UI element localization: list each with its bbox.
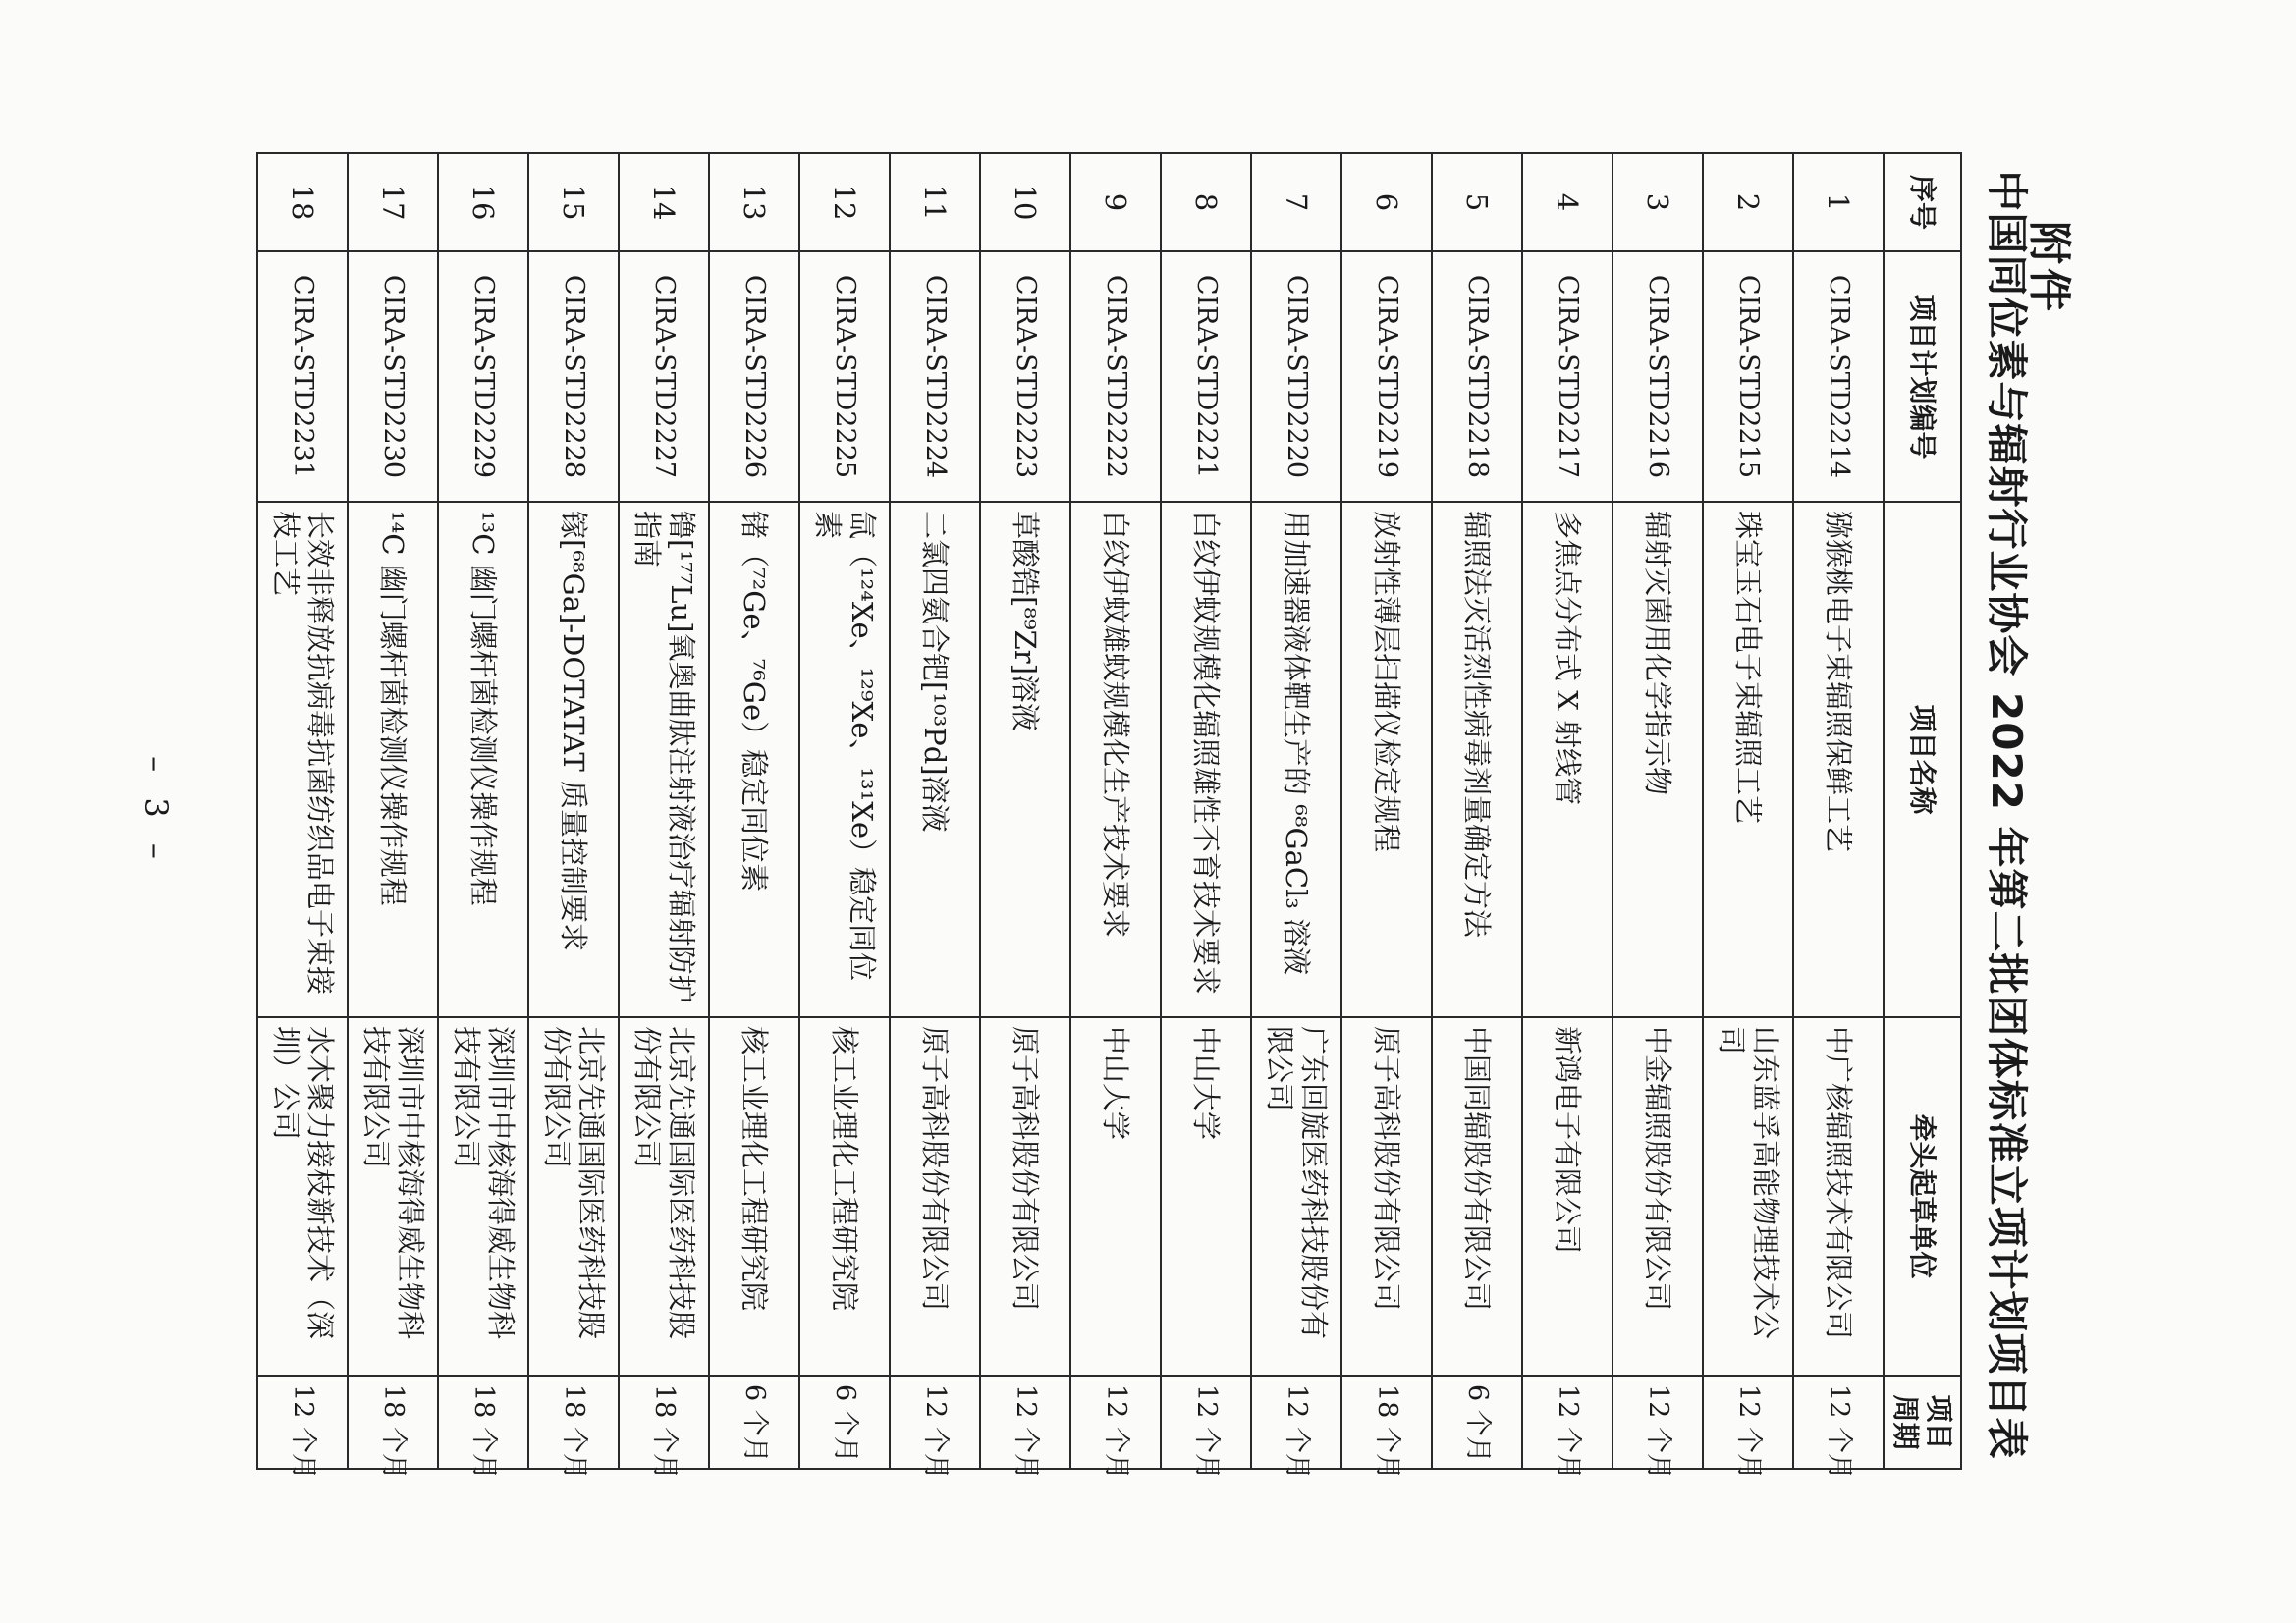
table-row [438,153,528,1469]
cell-unit: 原子高科股份有限公司 [890,1017,980,1376]
cell-name: ¹³C 幽门螺杆菌检测仪操作规程 [438,502,528,1017]
cell-seq: 14 [619,153,709,251]
cell-name: 锗（⁷²Ge、⁷⁶Ge）稳定同位素 [709,502,799,1017]
cell-unit: 原子高科股份有限公司 [1341,1017,1432,1376]
cell-unit: 水木聚力接枝新技术（深圳）公司 [257,1017,348,1376]
cell-name: 白纹伊蚊雄蚊规模化生产技术要求 [1070,502,1161,1017]
attachment-label: 附件 [2024,221,2074,315]
cell-unit: 山东蓝孚高能物理技术公司 [1703,1017,1793,1376]
cell-cycle: 6 个月 [799,1376,890,1469]
cell-cycle: 12 个月 [1793,1376,1884,1469]
cell-code: CIRA-STD2219 [1341,251,1432,502]
cell-seq: 2 [1703,153,1793,251]
cell-unit: 北京先通国际医药科技股份有限公司 [528,1017,619,1376]
cell-code: CIRA-STD2223 [980,251,1070,502]
cell-seq: 4 [1522,153,1613,251]
table-row [1341,153,1432,1469]
cell-name: ¹⁴C 幽门螺杆菌检测仪操作规程 [348,502,438,1017]
cell-seq: 18 [257,153,348,251]
cell-code: CIRA-STD2222 [1070,251,1161,502]
cell-cycle: 18 个月 [438,1376,528,1469]
cell-seq: 16 [438,153,528,251]
cell-seq: 10 [980,153,1070,251]
table-row [1251,153,1341,1469]
cell-seq: 3 [1613,153,1703,251]
cell-code: CIRA-STD2230 [348,251,438,502]
cell-cycle: 12 个月 [1522,1376,1613,1469]
cell-cycle: 6 个月 [709,1376,799,1469]
header-unit: 牵头起草单位 [1884,1017,1961,1376]
cell-seq: 7 [1251,153,1341,251]
table-row [980,153,1070,1469]
cell-unit: 中广核辐照技术有限公司 [1793,1017,1884,1376]
cell-name: 长效非释放抗病毒抗菌纺织品电子束接枝工艺 [257,502,348,1017]
cell-code: CIRA-STD2229 [438,251,528,502]
cell-code: CIRA-STD2215 [1703,251,1793,502]
cell-code: CIRA-STD2221 [1161,251,1251,502]
cell-name: 辐照法灭活烈性病毒剂量确定方法 [1432,502,1522,1017]
cell-name: 放射性薄层扫描仪检定规程 [1341,502,1432,1017]
table-row [1793,153,1884,1469]
cell-code: CIRA-STD2216 [1613,251,1703,502]
cell-code: CIRA-STD2220 [1251,251,1341,502]
header-code: 项目计划编号 [1884,251,1961,502]
cell-cycle: 18 个月 [619,1376,709,1469]
cell-unit: 中国同辐股份有限公司 [1432,1017,1522,1376]
cell-unit: 新鸿电子有限公司 [1522,1017,1613,1376]
table-row [1161,153,1251,1469]
header-seq: 序号 [1884,153,1961,251]
cell-seq: 5 [1432,153,1522,251]
cell-name: 镥[¹⁷⁷Lu]氧奥曲肽注射液治疗辐射防护指南 [619,502,709,1017]
table-row [1613,153,1703,1469]
cell-seq: 1 [1793,153,1884,251]
table-row [619,153,709,1469]
cell-cycle: 18 个月 [528,1376,619,1469]
cell-unit: 深圳市中核海得威生物科技有限公司 [438,1017,528,1376]
cell-unit: 核工业理化工程研究院 [799,1017,890,1376]
cell-cycle: 18 个月 [348,1376,438,1469]
document-title: 中国同位素与辐射行业协会 2022 年第二批团体标准立项计划项目表 [1983,170,2031,1460]
cell-code: CIRA-STD2225 [799,251,890,502]
table-row [1703,153,1793,1469]
cell-unit: 核工业理化工程研究院 [709,1017,799,1376]
cell-cycle: 12 个月 [1251,1376,1341,1469]
table-row [1432,153,1522,1469]
cell-name: 珠宝玉石电子束辐照工艺 [1703,502,1793,1017]
cell-cycle: 6 个月 [1432,1376,1522,1469]
cell-code: CIRA-STD2226 [709,251,799,502]
cell-cycle: 12 个月 [1070,1376,1161,1469]
cell-unit: 原子高科股份有限公司 [980,1017,1070,1376]
cell-cycle: 12 个月 [1161,1376,1251,1469]
cell-code: CIRA-STD2227 [619,251,709,502]
cell-code: CIRA-STD2217 [1522,251,1613,502]
cell-seq: 17 [348,153,438,251]
cell-unit: 中山大学 [1161,1017,1251,1376]
table-row [799,153,890,1469]
cell-unit: 中山大学 [1070,1017,1161,1376]
table-row [257,153,348,1469]
cell-code: CIRA-STD2224 [890,251,980,502]
table-row [890,153,980,1469]
table-header-row [1884,153,1961,1469]
cell-unit: 中金辐照股份有限公司 [1613,1017,1703,1376]
cell-code: CIRA-STD2218 [1432,251,1522,502]
cell-name: 氙（¹²⁴Xe、¹²⁹Xe、¹³¹Xe）稳定同位素 [799,502,890,1017]
cell-seq: 8 [1161,153,1251,251]
cell-seq: 15 [528,153,619,251]
cell-name: 猕猴桃电子束辐照保鲜工艺 [1793,502,1884,1017]
cell-code: CIRA-STD2214 [1793,251,1884,502]
cell-cycle: 12 个月 [980,1376,1070,1469]
cell-cycle: 12 个月 [257,1376,348,1469]
header-name: 项目名称 [1884,502,1961,1017]
cell-name: 辐射灭菌用化学指示物 [1613,502,1703,1017]
header-cycle: 项目周期 [1884,1376,1961,1469]
cell-name: 多焦点分布式 X 射线管 [1522,502,1613,1017]
cell-name: 白纹伊蚊规模化辐照雄性不育技术要求 [1161,502,1251,1017]
table-row [1522,153,1613,1469]
cell-code: CIRA-STD2228 [528,251,619,502]
table-row [528,153,619,1469]
cell-name: 用加速器液体靶生产的 ⁶⁸GaCl₃ 溶液 [1251,502,1341,1017]
page-number: – 3 – [137,756,175,867]
cell-cycle: 12 个月 [1703,1376,1793,1469]
cell-seq: 9 [1070,153,1161,251]
cell-cycle: 12 个月 [1613,1376,1703,1469]
cell-seq: 6 [1341,153,1432,251]
cell-seq: 13 [709,153,799,251]
project-plan-table [256,152,1962,1480]
cell-cycle: 12 个月 [890,1376,980,1469]
cell-unit: 北京先通国际医药科技股份有限公司 [619,1017,709,1376]
cell-unit: 深圳市中核海得威生物科技有限公司 [348,1017,438,1376]
cell-name: 草酸锆[⁸⁹Zr]溶液 [980,502,1070,1017]
cell-name: 二氯四氨合钯[¹⁰³Pd]溶液 [890,502,980,1017]
cell-name: 镓[⁶⁸Ga]-DOTATAT 质量控制要求 [528,502,619,1017]
cell-cycle: 18 个月 [1341,1376,1432,1469]
table-row [709,153,799,1469]
cell-unit: 广东回旋医药科技股份有限公司 [1251,1017,1341,1376]
table-row [348,153,438,1469]
cell-seq: 12 [799,153,890,251]
table-row [1070,153,1161,1469]
cell-code: CIRA-STD2231 [257,251,348,502]
cell-seq: 11 [890,153,980,251]
